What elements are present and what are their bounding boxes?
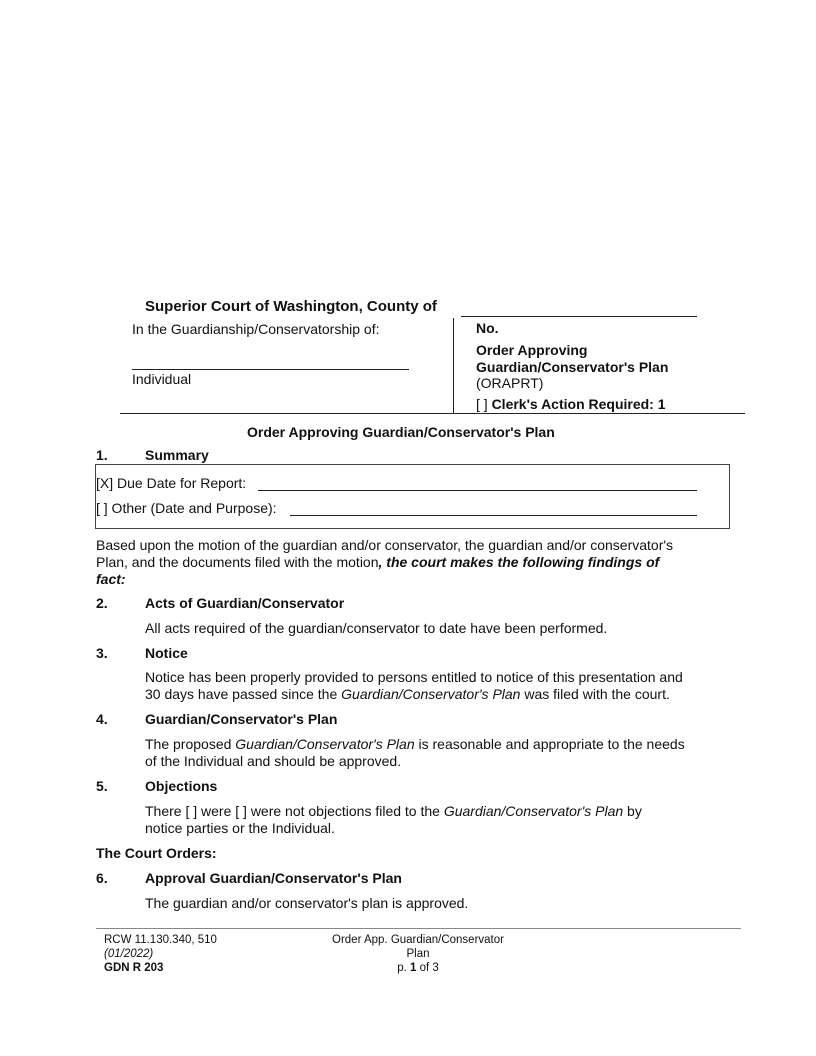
footer-page: p. 1 of 3 bbox=[397, 962, 439, 974]
section-3-text: Notice has been properly provided to persons entitled to notice of this presentation and 30 days have passed since the Guardian/Conservator's Plan was filed with the court. bbox=[145, 669, 683, 702]
doc-title-line2: Guardian/Conservator's Plan bbox=[476, 359, 669, 375]
case-number-label: No. bbox=[476, 320, 499, 336]
doc-title-line1: Order Approving bbox=[476, 342, 588, 358]
caption-bottom-rule bbox=[120, 413, 745, 414]
court-orders-heading: The Court Orders: bbox=[96, 845, 217, 861]
due-date-label: [X] Due Date for Report: bbox=[96, 475, 247, 491]
individual-label: Individual bbox=[132, 371, 192, 387]
other-label: [ ] Other (Date and Purpose): bbox=[96, 500, 277, 516]
county-blank-line bbox=[461, 316, 697, 317]
section-4-number: 4. bbox=[96, 711, 108, 727]
footer-form-id: GDN R 203 bbox=[104, 962, 164, 974]
section-6-heading: Approval Guardian/Conservator's Plan bbox=[145, 870, 402, 886]
findings-intro bbox=[96, 537, 736, 588]
section-5-heading: Objections bbox=[145, 778, 218, 794]
footer-rule bbox=[96, 928, 741, 929]
individual-name-line bbox=[132, 369, 409, 370]
in-the-matter-label: In the Guardianship/Conservatorship of: bbox=[132, 321, 380, 337]
caption-divider bbox=[453, 318, 454, 414]
findings-line3: fact: bbox=[96, 571, 126, 587]
section-5-number: 5. bbox=[96, 778, 108, 794]
section-6-text: The guardian and/or conservator's plan is approved. bbox=[145, 895, 469, 911]
court-title: Superior Court of Washington, County of bbox=[145, 298, 437, 315]
section-6-number: 6. bbox=[96, 870, 108, 886]
section-2-number: 2. bbox=[96, 595, 108, 611]
section-5-text: There [ ] were [ ] were not objections filed to the Guardian/Conservator's Plan by notice parties or the Individual. bbox=[145, 803, 642, 836]
section-3-number: 3. bbox=[96, 645, 108, 661]
section-1-number: 1. bbox=[96, 447, 108, 463]
doc-code: (ORAPRT) bbox=[476, 375, 544, 391]
findings-line2: Plan, and the documents filed with the motion, the court makes the following findings of bbox=[96, 554, 660, 570]
findings-line1: Based upon the motion of the guardian and/or conservator, the guardian and/or conservator's bbox=[96, 537, 674, 553]
clerk-action-label: Clerk's Action Required: 1 bbox=[491, 396, 666, 412]
section-2-text: All acts required of the guardian/conservator to date have been performed. bbox=[145, 620, 608, 636]
footer-title-line2: Plan bbox=[406, 948, 430, 960]
clerk-action bbox=[476, 396, 666, 412]
due-date-line bbox=[258, 490, 697, 491]
clerk-checkbox: [ ] bbox=[476, 396, 488, 412]
footer-left bbox=[104, 933, 217, 975]
summary-box bbox=[95, 464, 730, 529]
section-2-heading: Acts of Guardian/Conservator bbox=[145, 595, 345, 611]
main-title: Order Approving Guardian/Conservator's Plan bbox=[247, 424, 555, 440]
section-1-heading: Summary bbox=[145, 447, 209, 463]
footer-title-line1: Order App. Guardian/Conservator bbox=[332, 934, 504, 946]
footer-rcw: RCW 11.130.340, 510 bbox=[104, 934, 217, 946]
footer-date: (01/2022) bbox=[104, 948, 154, 960]
other-line bbox=[290, 515, 697, 516]
section-4-text: The proposed Guardian/Conservator's Plan is reasonable and appropriate to the needs of the Individual and should be approved. bbox=[145, 736, 685, 769]
section-3-heading: Notice bbox=[145, 645, 188, 661]
section-4-heading: Guardian/Conservator's Plan bbox=[145, 711, 338, 727]
footer-center bbox=[318, 933, 518, 975]
